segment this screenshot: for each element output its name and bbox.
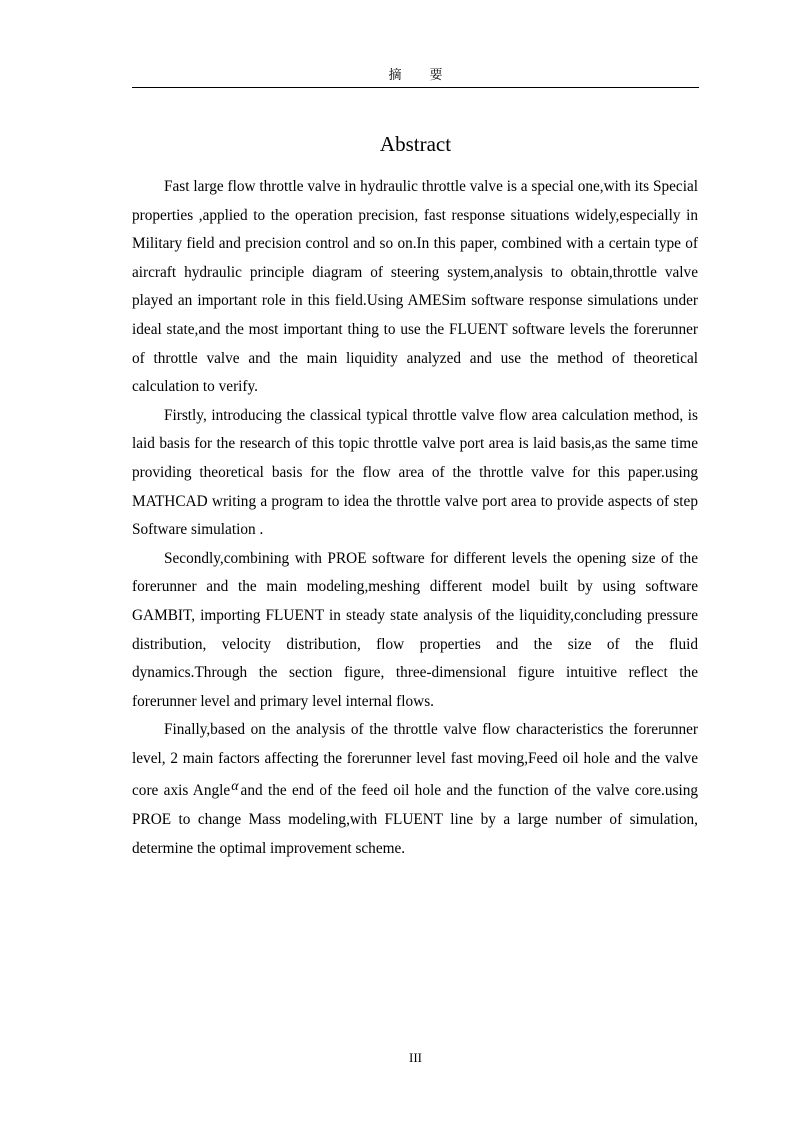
abstract-paragraph-2: Firstly, introducing the classical typical throttle valve flow area calculation method, is laid basis for the research of this topic throttle valve port area is laid basis,as the same time providing theoretical basis for the flow area of the throttle valve for this paper.using MATHCAD writing a program to idea the throttle valve port area to provide aspects of step Software simulation . [132, 406, 698, 539]
page-number: III [409, 1050, 422, 1065]
paragraph-4-lead: Finally,based on the analysis of the throttle valve flow characteristics the forerunner level, 2 main factors affecting the forerunner level fast moving,Feed oil hole and the valve core axis Angle [132, 721, 698, 800]
abstract-paragraph-1: Fast large flow throttle valve in hydraulic throttle valve is a special one,with its Special properties ,applied to the operation precision, fast response situations widely,especially in Military field and precision control and so on.In this paper, combined with a certain type of aircraft hydraulic principle diagram of steering system,analysis to obtain,throttle valve played an important role in this field.Using AMESim software response simulations under ideal state,and the most important thing to use the FLUENT software levels the forerunner of throttle valve and the main liquidity analyzed and use the method of theoretical calculation to verify. [132, 178, 698, 396]
abstract-paragraph-3: Secondly,combining with PROE software for different levels the opening size of the forerunner and the main modeling,meshing different model built by using software GAMBIT, importing FLUENT in steady state analysis of the liquidity,concluding pressure distribution, velocity distribution, flow properties and the size of the fluid dynamics.Through the section figure, three-dimensional figure intuitive reflect the forerunner level and primary level internal flows. [132, 549, 698, 710]
running-header: 摘要 [388, 67, 471, 82]
page-title: Abstract [379, 132, 452, 156]
abstract-paragraph-4 [132, 716, 698, 863]
header-rule [132, 87, 699, 88]
paragraph-4-tail: and the end of the feed oil hole and the function of the valve core.using PROE to change Mass modeling,with FLUENT line by a large number of simulation, determine the optimal improvement scheme. [132, 782, 698, 857]
alpha-symbol: α [231, 779, 239, 795]
abstract-body [132, 173, 698, 863]
